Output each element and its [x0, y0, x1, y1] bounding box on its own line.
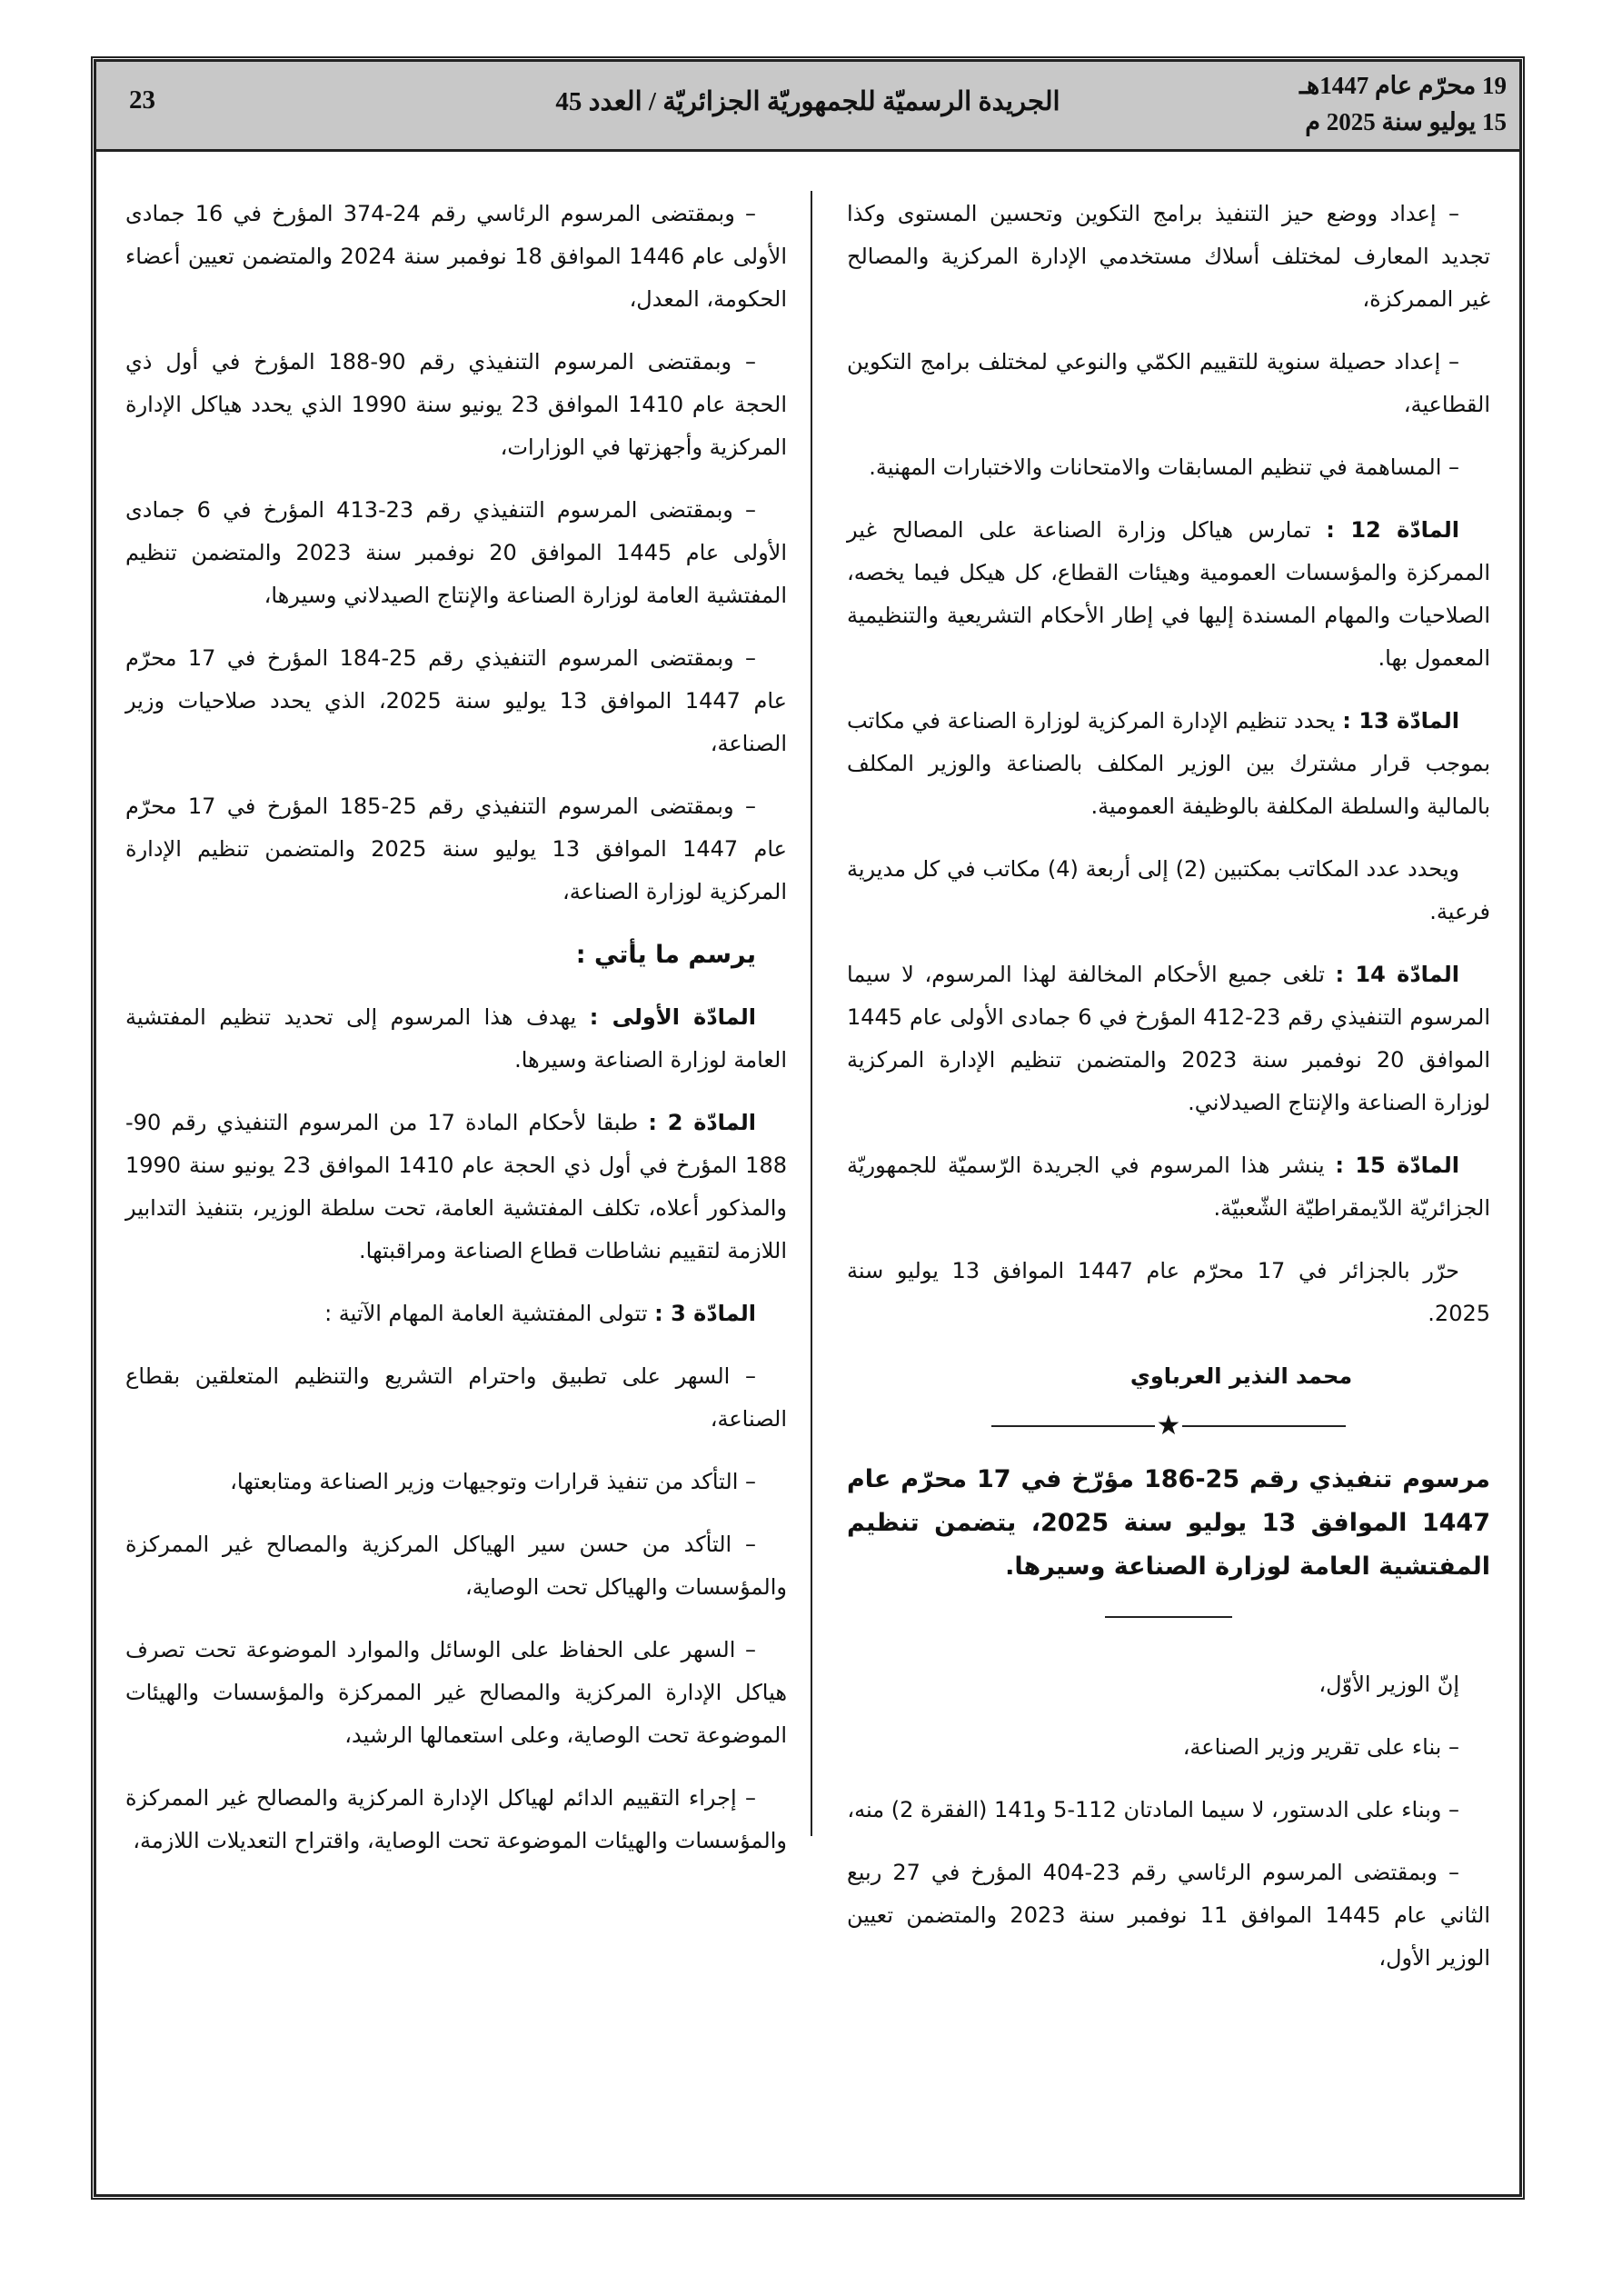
gazette-title: الجريدة الرسميّة للجمهوريّة الجزائريّة / العدد 45	[555, 87, 1060, 116]
mission-item: – إجراء التقييم الدائم لهياكل الإدارة المركزية والمصالح غير الممركزة والمؤسسات والهيئات الموضوعة تحت الوصاية، واقتراح التعديلات اللازمة،	[125, 1785, 787, 1853]
article-14	[847, 953, 1490, 1124]
mission-item: – التأكد من حسن سير الهياكل المركزية والمصالح غير الممركزة والمؤسسات والهياكل تحت الوصاية،	[125, 1532, 787, 1600]
decrees-heading: يرسم ما يأتي :	[575, 941, 756, 969]
article-15	[847, 1144, 1490, 1230]
hijri-date: 19 محرّم عام 1447هـ	[1299, 72, 1507, 99]
paragraph: – المساهمة في تنظيم المسابقات والامتحانات والاختبارات المهنية.	[869, 454, 1459, 480]
visa: – وبمقتضى المرسوم الرئاسي رقم 23-404 المؤرخ في 27 ربيع الثاني عام 1445 الموافق 11 نوفمبر سنة 2023 والمتضمن تعيين الوزير الأول،	[847, 1860, 1491, 1971]
paragraph: – إعداد حصيلة سنوية للتقييم الكمّي والنوعي لمختلف برامج التكوين القطاعية،	[847, 349, 1490, 417]
article-text: طبقا لأحكام المادة 17 من المرسوم التنفيذي رقم 90-188 المؤرخ في أول ذي الحجة عام 1410 الموافق 23 يونيو سنة 1990 والمذكور أعلاه، تكلف المفتشية العامة، تحت سلطة الوزير، بتنفيذ التدابير اللازمة لتقييم نشاطات قطاع الصناعة ومراقبتها.	[125, 1110, 787, 1263]
article-text: يهدف هذا المرسوم إلى تحديد تنظيم المفتشية العامة لوزارة الصناعة وسيرها.	[125, 1004, 787, 1073]
article-label: المادّة 12 :	[1326, 517, 1459, 543]
article-2	[125, 1102, 787, 1273]
title-rule	[1105, 1616, 1232, 1618]
gregorian-date: 15 يوليو سنة 2025 م	[1305, 108, 1507, 135]
article-text: تمارس هياكل وزارة الصناعة على المصالح غير الممركزة والمؤسسات العمومية وهيئات القطاع، كل هيكل فيما يخصه، الصلاحيات والمهام المسندة إليها في إطار الأحكام التشريعية والتنظيمية المعمول بها.	[847, 517, 1490, 671]
article-label: المادّة 13 :	[1342, 708, 1460, 734]
star-divider	[847, 1410, 1490, 1442]
opening: إنّ الوزير الأوّل،	[1318, 1672, 1459, 1697]
paragraph: ويحدد عدد المكاتب بمكتبين (2) إلى أربعة (4) مكاتب في كل مديرية فرعية.	[847, 856, 1490, 924]
paragraph: – إعداد ووضع حيز التنفيذ برامج التكوين وتحسين المستوى وكذا تجديد المعارف لمختلف أسلاك مستخدمي الإدارة المركزية والمصالح غير الممركزة،	[847, 201, 1490, 312]
visa: – وبمقتضى المرسوم التنفيذي رقم 90-188 المؤرخ في أول ذي الحجة عام 1410 الموافق 23 يونيو سنة 1990 الذي يحدد هياكل الإدارة المركزية وأجهزتها في الوزارات،	[125, 349, 788, 460]
article-text: تتولى المفتشية العامة المهام الآتية :	[324, 1301, 648, 1326]
article-12	[847, 509, 1490, 680]
article-label: المادّة 2 :	[648, 1110, 757, 1135]
page-number: 23	[129, 85, 155, 115]
visa: – وبناء على الدستور، لا سيما المادتان 112-5 و141 (الفقرة 2) منه،	[847, 1797, 1459, 1822]
visa: – وبمقتضى المرسوم التنفيذي رقم 23-413 المؤرخ في 6 جمادى الأولى عام 1445 الموافق 20 نوفمبر سنة 2023 والمتضمن تنظيم المفتشية العامة لوزارة الصناعة والإنتاج الصيدلاني وسيرها،	[125, 497, 788, 608]
left-column	[125, 193, 787, 1882]
decree-title: مرسوم تنفيذي رقم 25-186 مؤرّخ في 17 محرّم عام 1447 الموافق 13 يوليو سنة 2025، يتضمن تنظيم المفتشية العامة لوزارة الصناعة وسيرها.	[847, 1465, 1490, 1581]
article-text: تلغى جميع الأحكام المخالفة لهذا المرسوم، لا سيما المرسوم التنفيذي رقم 23-412 المؤرخ في 6 جمادى الأولى عام 1445 الموافق 20 نوفمبر سنة 2023 والمتضمن تنظيم الإدارة المركزية لوزارة الصناعة والإنتاج الصيدلاني.	[847, 962, 1491, 1115]
mission-item: – السهر على الحفاظ على الوسائل والموارد الموضوعة تحت تصرف هياكل الإدارة المركزية والمصالح غير الممركزة والمؤسسات والهيئات الموضوعة تحت الوصاية، وعلى استعمالها الرشيد،	[125, 1637, 787, 1748]
article-label: المادّة 15 :	[1335, 1153, 1459, 1178]
signed-at: حرّر بالجزائر في 17 محرّم عام 1447 الموافق 13 يوليو سنة 2025.	[847, 1258, 1490, 1326]
right-column	[847, 193, 1490, 2000]
column-divider	[811, 191, 812, 1836]
mission-item: – السهر على تطبيق واحترام التشريع والتنظيم المتعلقين بقطاع الصناعة،	[125, 1363, 787, 1432]
article-1	[125, 996, 787, 1082]
article-text: يحدد تنظيم الإدارة المركزية لوزارة الصناعة في مكاتب بموجب قرار مشترك بين الوزير المكلف بالصناعة والوزير المكلف بالمالية والسلطة المكلفة بالوظيفة العمومية.	[847, 708, 1490, 819]
visa: – بناء على تقرير وزير الصناعة،	[1182, 1734, 1459, 1760]
divider-line	[991, 1425, 1155, 1427]
signature: محمد النذير العرباوي	[1129, 1363, 1353, 1389]
page-header	[96, 62, 1519, 152]
article-13	[847, 700, 1490, 828]
visa: – وبمقتضى المرسوم التنفيذي رقم 25-185 المؤرخ في 17 محرّم عام 1447 الموافق 13 يوليو سنة 2025 والمتضمن تنظيم الإدارة المركزية لوزارة الصناعة،	[125, 794, 788, 904]
visa: – وبمقتضى المرسوم التنفيذي رقم 25-184 المؤرخ في 17 محرّم عام 1447 الموافق 13 يوليو سنة 2025، الذي يحدد صلاحيات وزير الصناعة،	[125, 645, 788, 756]
star-icon: ★	[1156, 1410, 1181, 1442]
divider-line	[1182, 1425, 1346, 1427]
article-label: المادّة الأولى :	[589, 1004, 756, 1030]
visa: – وبمقتضى المرسوم الرئاسي رقم 24-374 المؤرخ في 16 جمادى الأولى عام 1446 الموافق 18 نوفمبر سنة 2024 والمتضمن تعيين أعضاء الحكومة، المعدل،	[125, 201, 788, 312]
mission-item: – التأكد من تنفيذ قرارات وتوجيهات وزير الصناعة ومتابعتها،	[230, 1469, 756, 1494]
article-label: المادّة 3 :	[654, 1301, 756, 1326]
article-text: ينشر هذا المرسوم في الجريدة الرّسميّة للجمهوريّة الجزائريّة الدّيمقراطيّة الشّعبيّة.	[847, 1153, 1490, 1221]
article-label: المادّة 14 :	[1335, 962, 1459, 987]
article-3	[125, 1293, 787, 1335]
